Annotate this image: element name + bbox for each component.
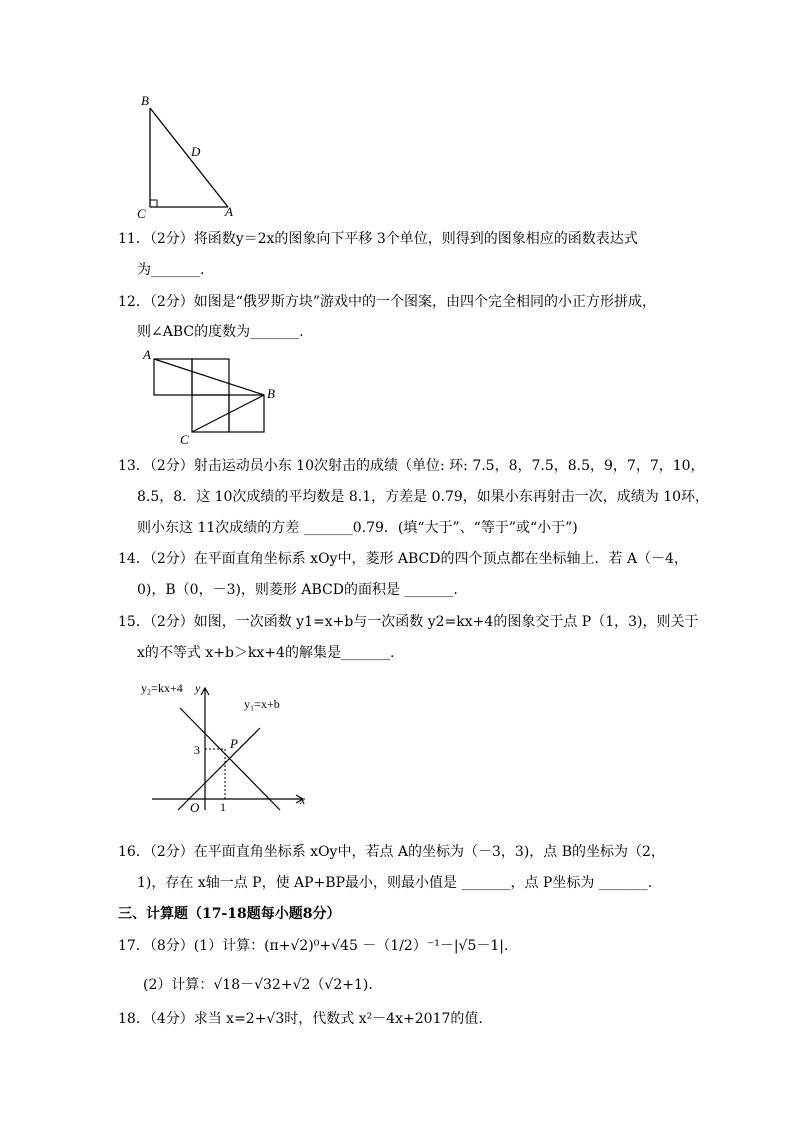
- section-title: 三、计算题（17-18题每小题8分）: [118, 906, 341, 922]
- q16-line2: 1)，存在 x轴一点 P，使 AP+BP最小，则最小值是 _______，点 P坐标为 _______.: [137, 875, 653, 891]
- q16-line1: 16．（2分）在平面直角坐标系 xOy中，若点 A的坐标为（－3，3)，点 B的坐标为（2，: [118, 844, 665, 860]
- origin-label: O: [190, 800, 200, 815]
- q14-line1: 14．（2分）在平面直角坐标系 xOy中，菱形 ABCD的四个顶点都在坐标轴上．若 A（－4，: [118, 551, 688, 567]
- q11-line2: 为_______.: [137, 262, 205, 278]
- q13-line3: 则小东这 11次成绩的方差 _______0.79．(填“大于”、“等于”或“小于”): [137, 520, 578, 536]
- label-P: P: [230, 736, 238, 751]
- label-A: A: [143, 347, 151, 362]
- linear-functions-graph: [138, 676, 318, 821]
- tick-1: 1: [220, 800, 226, 814]
- q17-line2: (2）计算：√18－√32+√2（√2+1).: [143, 977, 373, 993]
- label-B: B: [141, 93, 149, 108]
- q13-line1: 13．（2分）射击运动员小东 10次射击的成绩（单位: 环: 7.5，8，7.5，8.5，9，7，7，10，: [118, 458, 705, 474]
- q15-line1: 15．（2分）如图，一次函数 y1=x+b与一次函数 y2=kx+4的图象交于点 P（1，3)，则关于: [118, 614, 699, 630]
- label-C: C: [180, 432, 189, 446]
- q15-line2: x的不等式 x+b＞kx+4的解集是_______.: [137, 645, 395, 661]
- triangle-figure: [130, 88, 250, 223]
- y1-label: y₁=x+b: [244, 697, 280, 711]
- label-C: C: [137, 206, 146, 221]
- tetris-figure: [140, 346, 285, 446]
- q18-line: 18．（4分）求当 x=2+√3时，代数式 x²－4x+2017的值.: [118, 1011, 483, 1027]
- label-D: D: [191, 144, 201, 159]
- label-B: B: [267, 386, 275, 401]
- y-axis-label: y: [195, 681, 201, 695]
- q13-line2: 8.5，8．这 10次成绩的平均数是 8.1，方差是 0.79，如果小东再射击一次，成绩为 10环，: [137, 489, 710, 505]
- q12-line1: 12．（2分）如图是“俄罗斯方块”游戏中的一个图案，由四个完全相同的小正方形拼成，: [118, 294, 657, 310]
- label-A: A: [225, 204, 233, 219]
- tick-3: 3: [194, 743, 200, 757]
- q11-line1: 11．（2分）将函数y＝2x的图象向下平移 3个单位，则得到的图象相应的函数表达式: [118, 231, 638, 247]
- y2-label: y₂=kx+4: [141, 681, 183, 695]
- q17-line1: 17．（8分）(1）计算：(π+√2)⁰+√45 －（1/2）⁻¹－|√5－1|.: [118, 938, 509, 954]
- q14-line2: 0)，B（0，－3)，则菱形 ABCD的面积是 _______.: [137, 582, 458, 598]
- q12-line2: 则∠ABC的度数为_______.: [137, 324, 304, 340]
- x-axis-label: x: [300, 793, 306, 807]
